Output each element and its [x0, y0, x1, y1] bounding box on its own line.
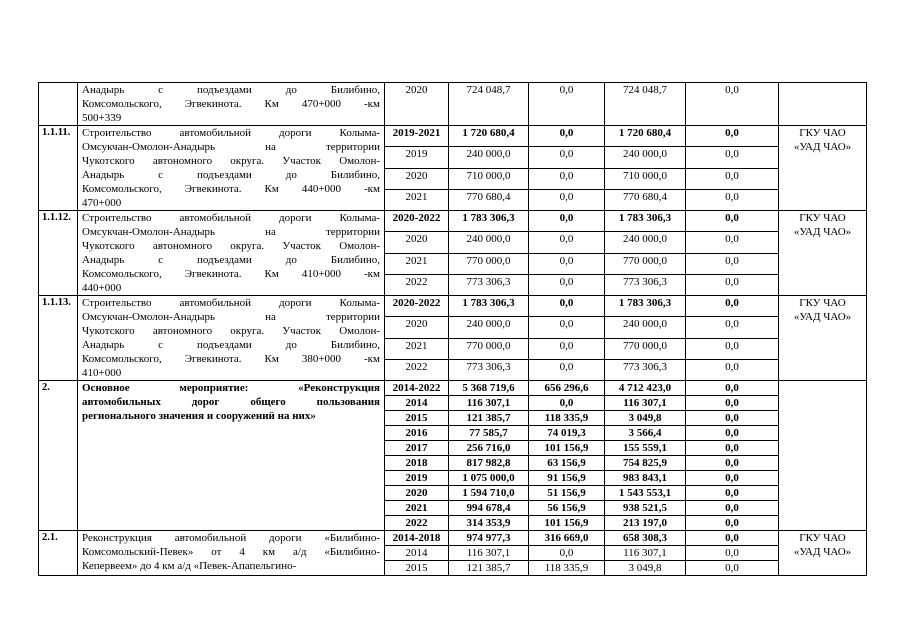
year-cell: 2020 — [385, 232, 449, 253]
amount-cell: 0,0 — [686, 396, 779, 411]
row-index: 1.1.12. — [39, 211, 78, 296]
measure-name-line: автомобильных дорог общего пользования — [82, 396, 380, 408]
amount-cell: 770 000,0 — [449, 338, 529, 359]
year-cell: 2022 — [385, 359, 449, 380]
table-row — [39, 381, 867, 396]
measure-name-line: регионального значения и сооружений на них» — [82, 410, 316, 422]
amount-cell: 0,0 — [686, 296, 779, 317]
year-cell: 2020 — [385, 83, 449, 126]
amount-cell: 0,0 — [686, 317, 779, 338]
amount-cell: 1 783 306,3 — [605, 211, 686, 232]
year-cell: 2014-2022 — [385, 381, 449, 396]
amount-cell: 116 307,1 — [449, 396, 529, 411]
program-table — [38, 82, 867, 576]
amount-cell: 0,0 — [686, 501, 779, 516]
measure-name-line: Анадырь с подъездами до Билибино, — [82, 84, 380, 96]
row-index — [39, 83, 78, 126]
amount-cell: 0,0 — [686, 381, 779, 396]
measure-name-line: Анадырь с подъездами до Билибино, — [82, 339, 380, 351]
measure-name-line: Основное мероприятие: «Реконструкция — [82, 382, 380, 394]
amount-cell: 1 783 306,3 — [449, 296, 529, 317]
responsible-line: ГКУ ЧАО — [799, 532, 846, 544]
amount-cell: 773 306,3 — [449, 274, 529, 295]
amount-cell: 240 000,0 — [605, 232, 686, 253]
amount-cell: 0,0 — [686, 516, 779, 531]
amount-cell: 240 000,0 — [605, 147, 686, 168]
table-body — [39, 83, 867, 576]
amount-cell: 0,0 — [529, 232, 605, 253]
table-row — [39, 296, 867, 317]
year-cell: 2020 — [385, 168, 449, 189]
amount-cell: 4 712 423,0 — [605, 381, 686, 396]
amount-cell: 240 000,0 — [449, 317, 529, 338]
amount-cell: 0,0 — [529, 296, 605, 317]
measure-name-line: Строительство автомобильной дороги Колыма- — [82, 212, 380, 224]
amount-cell: 240 000,0 — [605, 317, 686, 338]
responsible-line: «УАД ЧАО» — [793, 311, 852, 323]
measure-name-line: Реконструкция автомобильной дороги «Билибино- — [82, 532, 380, 544]
measure-name-line: Строительство автомобильной дороги Колыма- — [82, 127, 380, 139]
amount-cell: 121 385,7 — [449, 411, 529, 426]
amount-cell: 118 335,9 — [529, 561, 605, 576]
year-cell: 2020-2022 — [385, 296, 449, 317]
amount-cell: 314 353,9 — [449, 516, 529, 531]
amount-cell: 1 720 680,4 — [449, 126, 529, 147]
measure-name-line: Омсукчан-Омолон-Анадырь на территории — [82, 311, 380, 323]
amount-cell: 0,0 — [529, 546, 605, 561]
amount-cell: 0,0 — [529, 396, 605, 411]
measure-name-line: 500+339 — [82, 112, 122, 124]
year-cell: 2019-2021 — [385, 126, 449, 147]
amount-cell: 770 680,4 — [449, 189, 529, 210]
amount-cell: 710 000,0 — [605, 168, 686, 189]
amount-cell: 1 075 000,0 — [449, 471, 529, 486]
row-index: 1.1.11. — [39, 126, 78, 211]
amount-cell: 0,0 — [529, 317, 605, 338]
amount-cell: 0,0 — [529, 83, 605, 126]
amount-cell: 5 368 719,6 — [449, 381, 529, 396]
amount-cell: 1 543 553,1 — [605, 486, 686, 501]
responsible-executor — [779, 531, 867, 576]
measure-name — [78, 531, 385, 576]
amount-cell: 724 048,7 — [605, 83, 686, 126]
amount-cell: 0,0 — [686, 486, 779, 501]
amount-cell: 0,0 — [686, 456, 779, 471]
amount-cell: 1 594 710,0 — [449, 486, 529, 501]
year-cell: 2014 — [385, 396, 449, 411]
measure-name-line: Комсомольского, Эгвекинота. Км 410+000 -км — [82, 268, 380, 280]
amount-cell: 101 156,9 — [529, 441, 605, 456]
row-index: 2.1. — [39, 531, 78, 576]
table-row — [39, 531, 867, 546]
year-cell: 2021 — [385, 189, 449, 210]
amount-cell: 0,0 — [686, 531, 779, 546]
amount-cell: 63 156,9 — [529, 456, 605, 471]
year-cell: 2019 — [385, 147, 449, 168]
amount-cell: 91 156,9 — [529, 471, 605, 486]
amount-cell: 121 385,7 — [449, 561, 529, 576]
year-cell: 2016 — [385, 426, 449, 441]
amount-cell: 0,0 — [529, 126, 605, 147]
amount-cell: 116 307,1 — [605, 546, 686, 561]
amount-cell: 0,0 — [529, 253, 605, 274]
amount-cell: 773 306,3 — [605, 274, 686, 295]
responsible-line: «УАД ЧАО» — [793, 226, 852, 238]
responsible-executor — [779, 211, 867, 296]
measure-name — [78, 296, 385, 381]
responsible-line: «УАД ЧАО» — [793, 141, 852, 153]
amount-cell: 0,0 — [529, 189, 605, 210]
amount-cell: 656 296,6 — [529, 381, 605, 396]
measure-name-line: Чукотского автономного округа. Участок Омолон- — [82, 240, 380, 252]
row-index: 2. — [39, 381, 78, 531]
amount-cell: 316 669,0 — [529, 531, 605, 546]
amount-cell: 724 048,7 — [449, 83, 529, 126]
amount-cell: 754 825,9 — [605, 456, 686, 471]
year-cell: 2018 — [385, 456, 449, 471]
measure-name-line: Омсукчан-Омолон-Анадырь на территории — [82, 141, 380, 153]
amount-cell: 116 307,1 — [605, 396, 686, 411]
amount-cell: 0,0 — [686, 441, 779, 456]
row-index: 1.1.13. — [39, 296, 78, 381]
amount-cell: 0,0 — [529, 211, 605, 232]
measure-name-line: Комсомольского, Эгвекинота. Км 380+000 -км — [82, 353, 380, 365]
amount-cell: 773 306,3 — [449, 359, 529, 380]
year-cell: 2015 — [385, 561, 449, 576]
amount-cell: 0,0 — [686, 561, 779, 576]
amount-cell: 56 156,9 — [529, 501, 605, 516]
amount-cell: 3 049,8 — [605, 411, 686, 426]
amount-cell: 77 585,7 — [449, 426, 529, 441]
amount-cell: 0,0 — [686, 274, 779, 295]
amount-cell: 0,0 — [686, 359, 779, 380]
amount-cell: 0,0 — [686, 126, 779, 147]
amount-cell: 1 783 306,3 — [449, 211, 529, 232]
amount-cell: 3 049,8 — [605, 561, 686, 576]
amount-cell: 116 307,1 — [449, 546, 529, 561]
measure-name-line: Чукотского автономного округа. Участок Омолон- — [82, 325, 380, 337]
amount-cell: 817 982,8 — [449, 456, 529, 471]
responsible-executor — [779, 296, 867, 381]
measure-name-line: Комсомольского, Эгвекинота. Км 440+000 -км — [82, 183, 380, 195]
table-row — [39, 83, 867, 126]
amount-cell: 3 566,4 — [605, 426, 686, 441]
amount-cell: 983 843,1 — [605, 471, 686, 486]
amount-cell: 256 716,0 — [449, 441, 529, 456]
amount-cell: 118 335,9 — [529, 411, 605, 426]
amount-cell: 240 000,0 — [449, 232, 529, 253]
amount-cell: 213 197,0 — [605, 516, 686, 531]
amount-cell: 770 000,0 — [449, 253, 529, 274]
amount-cell: 74 019,3 — [529, 426, 605, 441]
measure-name — [78, 211, 385, 296]
amount-cell: 0,0 — [686, 471, 779, 486]
amount-cell: 51 156,9 — [529, 486, 605, 501]
amount-cell: 0,0 — [686, 411, 779, 426]
amount-cell: 1 783 306,3 — [605, 296, 686, 317]
measure-name-line: 440+000 — [82, 282, 122, 294]
amount-cell: 0,0 — [686, 83, 779, 126]
amount-cell: 0,0 — [686, 211, 779, 232]
year-cell: 2020-2022 — [385, 211, 449, 232]
amount-cell: 0,0 — [686, 253, 779, 274]
table-row — [39, 211, 867, 232]
amount-cell: 974 977,3 — [449, 531, 529, 546]
responsible-line: ГКУ ЧАО — [799, 297, 846, 309]
year-cell: 2015 — [385, 411, 449, 426]
amount-cell: 938 521,5 — [605, 501, 686, 516]
amount-cell: 0,0 — [686, 546, 779, 561]
amount-cell: 0,0 — [686, 426, 779, 441]
amount-cell: 658 308,3 — [605, 531, 686, 546]
amount-cell: 710 000,0 — [449, 168, 529, 189]
responsible-line: «УАД ЧАО» — [793, 546, 852, 558]
amount-cell: 0,0 — [686, 338, 779, 359]
amount-cell: 240 000,0 — [449, 147, 529, 168]
amount-cell: 0,0 — [529, 274, 605, 295]
year-cell: 2017 — [385, 441, 449, 456]
measure-name — [78, 381, 385, 531]
amount-cell: 0,0 — [529, 338, 605, 359]
amount-cell: 994 678,4 — [449, 501, 529, 516]
amount-cell: 101 156,9 — [529, 516, 605, 531]
year-cell: 2020 — [385, 317, 449, 338]
measure-name-line: Комсомольский-Певек» от 4 км а/д «Билибино- — [82, 546, 380, 558]
year-cell: 2022 — [385, 274, 449, 295]
responsible-executor — [779, 381, 867, 531]
year-cell: 2021 — [385, 253, 449, 274]
responsible-executor — [779, 83, 867, 126]
amount-cell: 1 720 680,4 — [605, 126, 686, 147]
measure-name — [78, 126, 385, 211]
measure-name-line: Омсукчан-Омолон-Анадырь на территории — [82, 226, 380, 238]
measure-name-line: 410+000 — [82, 367, 122, 379]
measure-name-line: Анадырь с подъездами до Билибино, — [82, 169, 380, 181]
amount-cell: 155 559,1 — [605, 441, 686, 456]
amount-cell: 0,0 — [529, 359, 605, 380]
measure-name-line: Строительство автомобильной дороги Колыма- — [82, 297, 380, 309]
year-cell: 2022 — [385, 516, 449, 531]
table-row — [39, 126, 867, 147]
amount-cell: 0,0 — [686, 189, 779, 210]
year-cell: 2014 — [385, 546, 449, 561]
measure-name-line: Чукотского автономного округа. Участок Омолон- — [82, 155, 380, 167]
measure-name-line: Анадырь с подъездами до Билибино, — [82, 254, 380, 266]
year-cell: 2021 — [385, 338, 449, 359]
measure-name-line: 470+000 — [82, 197, 122, 209]
measure-name-line: Комсомольского, Эгвекинота. Км 470+000 -км — [82, 98, 380, 110]
amount-cell: 770 000,0 — [605, 338, 686, 359]
amount-cell: 0,0 — [529, 168, 605, 189]
responsible-line: ГКУ ЧАО — [799, 127, 846, 139]
year-cell: 2021 — [385, 501, 449, 516]
amount-cell: 0,0 — [686, 168, 779, 189]
amount-cell: 770 000,0 — [605, 253, 686, 274]
measure-name — [78, 83, 385, 126]
year-cell: 2020 — [385, 486, 449, 501]
amount-cell: 770 680,4 — [605, 189, 686, 210]
amount-cell: 0,0 — [686, 147, 779, 168]
responsible-executor — [779, 126, 867, 211]
responsible-line: ГКУ ЧАО — [799, 212, 846, 224]
amount-cell: 0,0 — [686, 232, 779, 253]
amount-cell: 773 306,3 — [605, 359, 686, 380]
year-cell: 2014-2018 — [385, 531, 449, 546]
measure-name-line: Кепервеем» до 4 км а/д «Певек-Апапельгино- — [82, 560, 297, 572]
year-cell: 2019 — [385, 471, 449, 486]
amount-cell: 0,0 — [529, 147, 605, 168]
